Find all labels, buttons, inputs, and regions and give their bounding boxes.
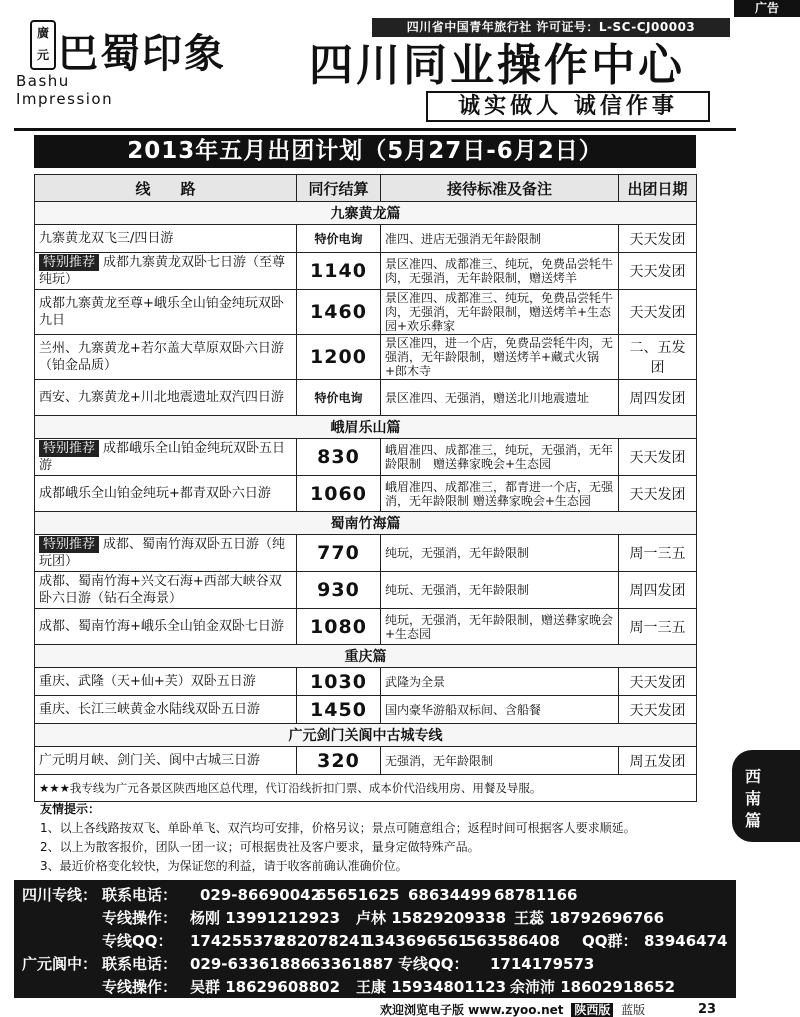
- side-tab-char: 篇: [744, 811, 761, 830]
- logo-mark: 巴蜀印象: [58, 30, 226, 77]
- table-row: [35, 609, 697, 645]
- qq-number: 1343696561: [364, 932, 469, 950]
- price-cell: 特价电询: [297, 225, 381, 253]
- route-name: 兰州、九寨黄龙+若尔盖大草原双卧六日游（铂金品质）: [39, 341, 284, 373]
- table-row: [35, 572, 697, 609]
- footer: [380, 1003, 730, 1017]
- route-cell: [35, 253, 297, 290]
- license-bar: 四川省中国青年旅行社 许可证号：L-SC-CJ00003: [372, 18, 730, 37]
- divider: [14, 128, 736, 131]
- route-name: 重庆、武隆（天+仙+芙）双卧五日游: [39, 674, 256, 689]
- departure-cell: 周四发团: [619, 380, 697, 416]
- route-name: 成都峨乐全山铂金纯玩+都青双卧六日游: [39, 486, 271, 501]
- route-cell: [35, 439, 297, 476]
- qq-group-number: 83946474: [644, 932, 728, 950]
- section-row: [35, 202, 697, 225]
- footer-website[interactable]: 欢迎浏览电子版 www.zyoo.net: [380, 1003, 564, 1017]
- standard-cell: 准四、进店无强消无年龄限制: [381, 225, 619, 253]
- qq-number: 174255378: [190, 932, 284, 950]
- edition-badge: 陕西版: [571, 1003, 613, 1017]
- price-cell: 1450: [297, 696, 381, 724]
- departure-cell: 天天发团: [619, 253, 697, 290]
- gy-label: 广元阆中：: [22, 955, 98, 973]
- plan-title: 2013年五月出团计划（5月27日-6月2日）: [34, 135, 696, 168]
- section-title: 峨眉乐山篇: [35, 416, 697, 439]
- column-header: 线 路: [35, 175, 297, 202]
- operator-contact: 吴群 18629608802: [190, 978, 341, 996]
- route-name: 成都、蜀南竹海双卧五日游（纯玩团）: [39, 537, 286, 569]
- price-cell: 特价电询: [297, 380, 381, 416]
- tour-plan-table: [34, 174, 697, 802]
- section-row: [35, 512, 697, 535]
- tip-item: 2、以上为散客报价，团队一团一议；可根据贵社及客户要求，量身定做特殊产品。: [40, 840, 480, 854]
- section-row: [35, 416, 697, 439]
- route-cell: [35, 380, 297, 416]
- section-title: 蜀南竹海篇: [35, 512, 697, 535]
- route-cell: [35, 747, 297, 775]
- side-tab: [732, 750, 800, 842]
- route-name: 成都、蜀南竹海+峨乐全山铂金双卧七日游: [39, 619, 284, 634]
- route-name: 广元明月峡、剑门关、阆中古城三日游: [39, 753, 261, 768]
- standard-cell: 武隆为全景: [381, 668, 619, 696]
- sc-label: 四川专线：: [22, 886, 98, 904]
- logo-english-line1: Bashu: [16, 72, 70, 90]
- tips: [40, 800, 700, 876]
- route-name: 成都、蜀南竹海+兴文石海+西部大峡谷双卧六日游（钻石全海景）: [39, 574, 282, 606]
- operator-contact: 卢林 15829209338: [356, 909, 507, 927]
- qq-number: 1714179573: [490, 955, 595, 973]
- route-cell: [35, 609, 297, 645]
- phone-number: 029-86690042: [200, 886, 322, 904]
- departure-cell: 周一三五: [619, 609, 697, 645]
- table-row: [35, 253, 697, 290]
- departure-cell: 二、五发团: [619, 335, 697, 380]
- contact-row: [14, 930, 736, 953]
- route-cell: [35, 535, 297, 572]
- table-row: [35, 668, 697, 696]
- tips-title: 友情提示：: [40, 802, 101, 816]
- operator-contact: 余沛沛 18602918652: [510, 978, 676, 996]
- ad-tag: 广告: [734, 0, 800, 17]
- departure-cell: 天天发团: [619, 476, 697, 512]
- route-name: 西安、九寨黄龙+川北地震遗址双汽四日游: [39, 390, 284, 405]
- route-cell: [35, 290, 297, 335]
- standard-cell: 纯玩，无强消，无年龄限制: [381, 535, 619, 572]
- section-title: 九寨黄龙篇: [35, 202, 697, 225]
- route-name: 成都峨乐全山铂金纯玩双卧五日游: [39, 441, 286, 473]
- departure-cell: 天天发团: [619, 668, 697, 696]
- phone-number: 029-63361886: [190, 955, 312, 973]
- table-row: [35, 535, 697, 572]
- tour-plan-body: [35, 175, 697, 802]
- phone-number: 63361887: [310, 955, 394, 973]
- qq-number: 282078241: [276, 932, 370, 950]
- tip-item: 1、以上各线路按双飞、单卧单飞、双汽均可安排，价格另议；景点可随意组合；返程时间可根据客人要求顺延。: [40, 821, 636, 835]
- contact-row: [14, 976, 736, 999]
- qq-number: 563586408: [466, 932, 560, 950]
- table-row: [35, 290, 697, 335]
- contact-row: [14, 953, 736, 976]
- side-tab-char: 西: [744, 767, 761, 786]
- standard-cell: 景区准四、成都准三、纯玩，免费品尝牦牛肉，无强消，无年龄限制，赠送烤羊+生态园+欢乐彝家: [381, 290, 619, 335]
- standard-cell: 景区准四、无强消，赠送北川地震遗址: [381, 380, 619, 416]
- departure-cell: 天天发团: [619, 696, 697, 724]
- route-cell: [35, 335, 297, 380]
- standard-cell: 峨眉准四、成都准三，都青进一个店，无强消，无年龄限制 赠送彝家晚会+生态园: [381, 476, 619, 512]
- standard-cell: 纯玩，无强消，无年龄限制，赠送彝家晚会+生态园: [381, 609, 619, 645]
- section-title: 广元剑门关阆中古城专线: [35, 724, 697, 747]
- logo: [14, 14, 254, 109]
- departure-cell: 天天发团: [619, 225, 697, 253]
- page-number: 23: [698, 1002, 717, 1017]
- section-row: [35, 645, 697, 668]
- column-header: 接待标准及备注: [381, 175, 619, 202]
- standard-cell: 景区准四，进一个店，免费品尝牦牛肉，无强消，无年龄限制，赠送烤羊+藏式火锅+郎木寺: [381, 335, 619, 380]
- route-name: 成都九寨黄龙双卧七日游（至尊纯玩）: [39, 255, 286, 287]
- qq-label: 专线QQ：: [102, 932, 173, 950]
- table-row: [35, 747, 697, 775]
- special-badge: 特别推荐: [39, 536, 99, 553]
- special-badge: 特别推荐: [39, 440, 99, 457]
- table-row: [35, 225, 697, 253]
- tip-item: 3、最近价格变化较快，为保证您的利益，请于收客前确认准确价位。: [40, 859, 408, 873]
- route-cell: [35, 476, 297, 512]
- phone-number: 65651625: [316, 886, 400, 904]
- slogan: 诚实做人 诚信作事: [426, 91, 710, 122]
- standard-cell: 无强消，无年龄限制: [381, 747, 619, 775]
- departure-cell: 周四发团: [619, 572, 697, 609]
- contact-box: [14, 880, 736, 998]
- ops-label: 专线操作：: [102, 909, 178, 927]
- price-cell: 1200: [297, 335, 381, 380]
- departure-cell: 天天发团: [619, 290, 697, 335]
- standard-cell: 峨眉准四、成都准三，纯玩，无强消，无年龄限制 赠送彝家晚会+生态园: [381, 439, 619, 476]
- price-cell: 1030: [297, 668, 381, 696]
- departure-cell: 周一三五: [619, 535, 697, 572]
- route-name: 九寨黄龙双飞三/四日游: [39, 231, 174, 246]
- operator-contact: 杨刚 13991212923: [190, 909, 341, 927]
- route-cell: [35, 572, 297, 609]
- route-cell: [35, 225, 297, 253]
- route-cell: [35, 668, 297, 696]
- operator-contact: 王蕊 18792696766: [514, 909, 665, 927]
- phone-label: 联系电话：: [102, 886, 178, 904]
- table-row: [35, 696, 697, 724]
- price-cell: 770: [297, 535, 381, 572]
- price-cell: 1080: [297, 609, 381, 645]
- table-note-row: [35, 775, 697, 802]
- column-header: 出团日期: [619, 175, 697, 202]
- ops-label: 专线操作：: [102, 978, 178, 996]
- phone-number: 68781166: [494, 886, 578, 904]
- side-tab-char: 南: [744, 789, 761, 808]
- standard-cell: 景区准四、成都准三、纯玩，免费品尝牦牛肉，无强消，无年龄限制，赠送烤羊: [381, 253, 619, 290]
- table-row: [35, 439, 697, 476]
- route-cell: [35, 696, 297, 724]
- table-row: [35, 476, 697, 512]
- section-row: [35, 724, 697, 747]
- route-name: 成都九寨黄龙至尊+峨乐全山铂金纯玩双卧九日: [39, 296, 284, 328]
- table-row: [35, 335, 697, 380]
- departure-cell: 周五发团: [619, 747, 697, 775]
- operator-contact: 王康 15934801123: [356, 978, 507, 996]
- logo-english-line2: Impression: [16, 90, 114, 108]
- price-cell: 830: [297, 439, 381, 476]
- qq-label: 专线QQ：: [398, 955, 469, 973]
- contact-row: [14, 884, 736, 907]
- departure-cell: 天天发团: [619, 439, 697, 476]
- price-cell: 1140: [297, 253, 381, 290]
- contact-row: [14, 907, 736, 930]
- phone-number: 68634499: [408, 886, 492, 904]
- price-cell: 930: [297, 572, 381, 609]
- standard-cell: 国内豪华游船双标间、含船餐: [381, 696, 619, 724]
- table-header-row: [35, 175, 697, 202]
- route-name: 重庆、长江三峡黄金水陆线双卧五日游: [39, 702, 261, 717]
- special-badge: 特别推荐: [39, 254, 99, 271]
- table-note: ★★★我专线为广元各景区陕西地区总代理，代订沿线折扣门票、成本价代沿线用房、用餐及导服。: [35, 775, 697, 802]
- price-cell: 320: [297, 747, 381, 775]
- column-header: 同行结算: [297, 175, 381, 202]
- logo-seal: 廣元: [30, 20, 56, 70]
- price-cell: 1060: [297, 476, 381, 512]
- qq-group-label: QQ群：: [582, 932, 638, 950]
- table-row: [35, 380, 697, 416]
- edition-label: 蓝版: [621, 1003, 646, 1017]
- standard-cell: 纯玩、无强消，无年龄限制: [381, 572, 619, 609]
- main-title: 四川同业操作中心: [309, 40, 685, 91]
- phone-label: 联系电话：: [102, 955, 178, 973]
- price-cell: 1460: [297, 290, 381, 335]
- section-title: 重庆篇: [35, 645, 697, 668]
